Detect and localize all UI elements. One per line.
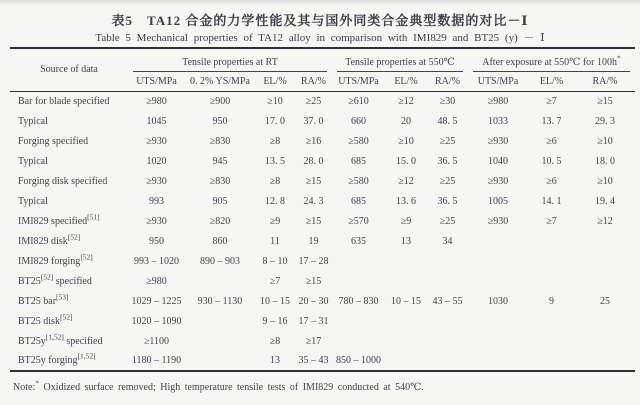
cell-value: ≥15 [305, 275, 322, 287]
row-label-text: Typical [18, 115, 48, 127]
row-label-text: BT25 [18, 275, 41, 287]
cell-value: 14. 1 [541, 195, 562, 207]
table-row [10, 211, 635, 231]
cell-value: 29. 3 [595, 115, 615, 127]
cell-value: ≥10 [597, 175, 613, 187]
cell-value: 28. 0 [303, 155, 324, 167]
col-header-uts-550: UTS/MPa [332, 72, 385, 91]
cell-value: 20 [401, 115, 411, 127]
cell-value: ≥12 [398, 175, 414, 187]
row-label [10, 251, 128, 271]
row-label-text: Forging disk specified [18, 175, 108, 187]
row-label [10, 211, 128, 231]
cell-value [385, 351, 427, 371]
row-label-text: Bar for blade specified [18, 95, 110, 107]
cell-value: ≥30 [439, 95, 456, 107]
cell-value: 35 – 43 [298, 355, 329, 366]
cell-value: 1033 [488, 115, 508, 127]
col-header-ra-rt: RA/% [295, 72, 332, 91]
group-label-rt: Tensile properties at RT [182, 57, 278, 68]
col-header-ra-exposure: RA/% [575, 72, 635, 91]
cell-value: 48. 5 [437, 115, 458, 127]
cell-value [427, 271, 468, 291]
cell-value [468, 251, 528, 271]
col-header-uts-exposure: UTS/MPa [468, 72, 528, 91]
row-label-reference-sup: [52] [59, 312, 73, 322]
cell-value: 10 – 15 [260, 295, 290, 307]
table-row [10, 231, 635, 251]
row-label [10, 271, 128, 291]
cell-value: ≥9 [269, 215, 281, 227]
cell-value [528, 311, 575, 331]
row-label-reference-sup: [52] [40, 272, 54, 282]
cell-value: ≥6 [546, 175, 557, 187]
row-label-text: BT25 bar [18, 295, 57, 307]
cell-value: ≥10 [398, 135, 414, 147]
cell-value [528, 231, 575, 251]
cell-value: 37. 0 [303, 115, 324, 127]
cell-value [575, 351, 635, 371]
cell-value [332, 271, 385, 291]
cell-value: 13 [270, 355, 280, 366]
cell-value: 1040 [488, 155, 508, 167]
source-of-data-header: Source of data [10, 48, 128, 91]
cell-value [427, 331, 468, 351]
cell-value: ≥900 [209, 95, 231, 107]
cell-value: 11 [270, 235, 280, 247]
footnote-text: Oxidized surface removed; High temperature tensile tests of IMI829 conducted at 540℃. [38, 382, 424, 393]
cell-value [427, 251, 468, 271]
cell-value: ≥17 [305, 335, 322, 347]
cell-value: 9 – 16 [262, 315, 288, 327]
cell-value: ≥7 [546, 95, 557, 107]
cell-value [385, 251, 427, 271]
cell-value: ≥7 [546, 215, 557, 227]
cell-value: 24. 3 [303, 195, 324, 207]
cell-value [575, 311, 635, 331]
cell-value [528, 351, 575, 371]
cell-value: ≥15 [597, 95, 613, 107]
row-label-text: Typical [18, 155, 48, 167]
table-row [10, 351, 635, 371]
cell-value [332, 331, 385, 351]
cell-value: ≥980 [146, 275, 167, 287]
cell-value: ≥10 [267, 95, 283, 107]
cell-value: 850 – 1000 [336, 355, 381, 366]
cell-value: ≥830 [209, 135, 231, 147]
cell-value: 15. 0 [396, 155, 416, 167]
cell-value: ≥830 [209, 175, 231, 187]
col-header-uts-rt: UTS/MPa [128, 72, 185, 91]
cell-value: ≥580 [348, 175, 369, 187]
row-label-text: IMI829 disk [18, 235, 68, 247]
cell-value: 20 – 30 [298, 295, 329, 307]
group-label-exposure: After exposure at 550℃ for 100h [482, 57, 618, 68]
cell-value: 635 [351, 235, 366, 247]
row-label-text: BT25 disk [18, 315, 60, 327]
row-label [10, 351, 128, 371]
cell-value [528, 331, 575, 351]
row-label-text: Typical [18, 195, 48, 207]
cell-value: 19 [308, 235, 319, 247]
col-header-el-rt: EL/% [255, 72, 295, 91]
cell-value [332, 251, 385, 271]
cell-value: ≥930 [487, 135, 509, 147]
cell-value: 25 [600, 295, 610, 307]
cell-value: ≥15 [305, 175, 322, 187]
cell-value: ≥25 [439, 175, 456, 187]
cell-value: 1020 – 1090 [131, 315, 182, 327]
table-row [10, 251, 635, 271]
cell-value [427, 351, 468, 371]
table-body [10, 91, 635, 371]
cell-value: ≥16 [305, 135, 322, 147]
table-row [10, 151, 635, 171]
row-label [10, 151, 128, 171]
cell-value: 780 – 830 [338, 295, 379, 307]
cell-value: 660 [351, 115, 366, 127]
cell-value: 1005 [488, 195, 508, 207]
col-header-el-exposure: EL/% [528, 72, 575, 91]
cell-value: 19. 4 [595, 195, 615, 207]
cell-value: ≥8 [269, 175, 281, 187]
cell-value: 1020 [146, 155, 167, 167]
cell-value: 993 – 1020 [134, 255, 179, 267]
cell-value: 685 [351, 155, 366, 167]
row-label-suffix: specified [53, 275, 92, 287]
cell-value: 1045 [146, 115, 167, 127]
cell-value [385, 311, 427, 331]
cell-value: 950 [149, 235, 164, 247]
cell-value: 945 [212, 155, 228, 167]
cell-value: 13 [401, 235, 411, 247]
mechanical-properties-table [10, 47, 635, 372]
cell-value: 13. 7 [541, 115, 562, 127]
row-label-reference-sup: [51] [87, 212, 100, 222]
cell-value: ≥25 [439, 135, 456, 147]
group-header-rt [128, 48, 332, 72]
cell-value: ≥8 [269, 135, 281, 147]
cell-value: 17 – 31 [298, 315, 329, 327]
cell-value: ≥930 [146, 215, 167, 227]
row-label [10, 191, 128, 211]
row-label-reference-sup: [1,52] [45, 332, 64, 342]
cell-value: 18. 0 [595, 155, 615, 167]
table-row [10, 271, 635, 291]
cell-value: 930 – 1130 [197, 295, 243, 307]
cell-value: ≥980 [487, 95, 509, 107]
cell-value: ≥930 [487, 215, 509, 227]
table-row [10, 331, 635, 351]
row-label-reference-sup: [1,52] [77, 351, 96, 361]
cell-value: ≥980 [146, 95, 167, 107]
cell-value: ≥9 [400, 215, 412, 227]
cell-value: 10. 5 [541, 155, 562, 167]
table-title-chinese: 表5 TA12 合金的力学性能及其与国外同类合金典型数据的对比－Ⅰ [111, 13, 529, 28]
cell-value: ≥1100 [143, 335, 170, 347]
row-label [10, 291, 128, 311]
footnote-asterisk: * [35, 378, 39, 388]
col-header-el-550: EL/% [385, 72, 427, 91]
cell-value: ≥8 [269, 335, 281, 347]
row-label [10, 131, 128, 151]
cell-value: ≥570 [348, 215, 369, 227]
row-label [10, 171, 128, 191]
cell-value: ≥7 [269, 275, 281, 287]
cell-value: ≥25 [305, 95, 322, 107]
row-label-text: BT25y forging [18, 355, 78, 366]
cell-value: 13. 5 [265, 155, 285, 167]
row-label-reference-sup: [52] [67, 232, 81, 242]
cell-value [468, 311, 528, 331]
cell-value: ≥6 [546, 135, 557, 147]
cell-value: ≥12 [597, 215, 613, 227]
cell-value [528, 271, 575, 291]
row-label-text: IMI829 specified [18, 215, 88, 227]
cell-value: 890 – 903 [200, 255, 240, 267]
cell-value: ≥25 [439, 215, 456, 227]
cell-value: 43 – 55 [432, 295, 463, 307]
cell-value: ≥820 [209, 215, 231, 227]
row-label [10, 231, 128, 251]
cell-value: 17 – 28 [298, 255, 329, 267]
col-header-ra-550: RA/% [427, 72, 468, 91]
row-label-suffix: specified [63, 335, 103, 347]
footnote-label: Note: [13, 382, 36, 393]
cell-value: ≥580 [348, 135, 369, 147]
group-header-exposure [468, 48, 635, 72]
cell-value: 13. 6 [396, 195, 416, 207]
cell-value [385, 331, 427, 351]
row-label [10, 111, 128, 131]
cell-value: 685 [351, 195, 366, 207]
cell-value: 34 [442, 235, 453, 247]
table-row [10, 171, 635, 191]
cell-value [427, 311, 468, 331]
row-label-text: BT25y [18, 335, 46, 347]
cell-value: 905 [212, 195, 228, 207]
cell-value: 10 – 15 [391, 295, 421, 307]
cell-value: 17. 0 [265, 115, 285, 127]
row-label [10, 311, 128, 331]
cell-value: 1180 – 1190 [131, 355, 182, 366]
cell-value [468, 351, 528, 371]
table-row [10, 111, 635, 131]
row-label-text: Forging specified [18, 135, 89, 147]
cell-value: 8 – 10 [262, 255, 288, 267]
table-row [10, 131, 635, 151]
row-label-reference-sup: [53] [56, 292, 69, 302]
cell-value: ≥610 [348, 95, 369, 107]
cell-value [575, 331, 635, 351]
cell-value [468, 271, 528, 291]
cell-value [332, 311, 385, 331]
row-label-reference-sup: [52] [80, 252, 93, 262]
cell-value: 993 [149, 195, 164, 207]
cell-value: 12. 8 [265, 195, 285, 207]
group-label-exposure-sup: * [617, 53, 621, 63]
cell-value [185, 331, 255, 351]
cell-value [575, 251, 635, 271]
cell-value [185, 271, 255, 291]
group-header-550 [332, 48, 468, 72]
row-label-text: IMI829 forging [18, 255, 81, 267]
cell-value [575, 271, 635, 291]
group-label-550: Tensile properties at 550℃ [345, 57, 455, 68]
table-row [10, 91, 635, 111]
cell-value [468, 231, 528, 251]
cell-value [528, 251, 575, 271]
cell-value: ≥930 [146, 135, 167, 147]
cell-value: 950 [212, 115, 228, 127]
cell-value: ≥930 [146, 175, 167, 187]
cell-value: 1030 [488, 295, 508, 307]
cell-value: 1029 – 1225 [131, 295, 182, 307]
cell-value: 860 [212, 235, 228, 247]
table-row [10, 291, 635, 311]
cell-value: ≥15 [305, 215, 322, 227]
group-header-row [10, 48, 635, 72]
cell-value: ≥10 [597, 135, 613, 147]
cell-value: 36. 5 [437, 195, 458, 207]
cell-value [385, 271, 427, 291]
cell-value: ≥12 [398, 95, 414, 107]
table-title-english: Table 5 Mechanical properties of TA12 alloy in comparison with IMI829 and BT25 (y) － Ⅰ [95, 32, 545, 44]
cell-value: ≥930 [487, 175, 509, 187]
row-label [10, 91, 128, 111]
footnote [13, 378, 424, 393]
table-row [10, 191, 635, 211]
cell-value [468, 331, 528, 351]
cell-value: 36. 5 [437, 155, 458, 167]
row-label [10, 331, 128, 351]
cell-value [185, 351, 255, 371]
cell-value [575, 231, 635, 251]
table-row [10, 311, 635, 331]
col-header-ys-rt: 0. 2% YS/MPa [185, 72, 255, 91]
cell-value [185, 311, 255, 331]
cell-value: 9 [549, 295, 554, 307]
